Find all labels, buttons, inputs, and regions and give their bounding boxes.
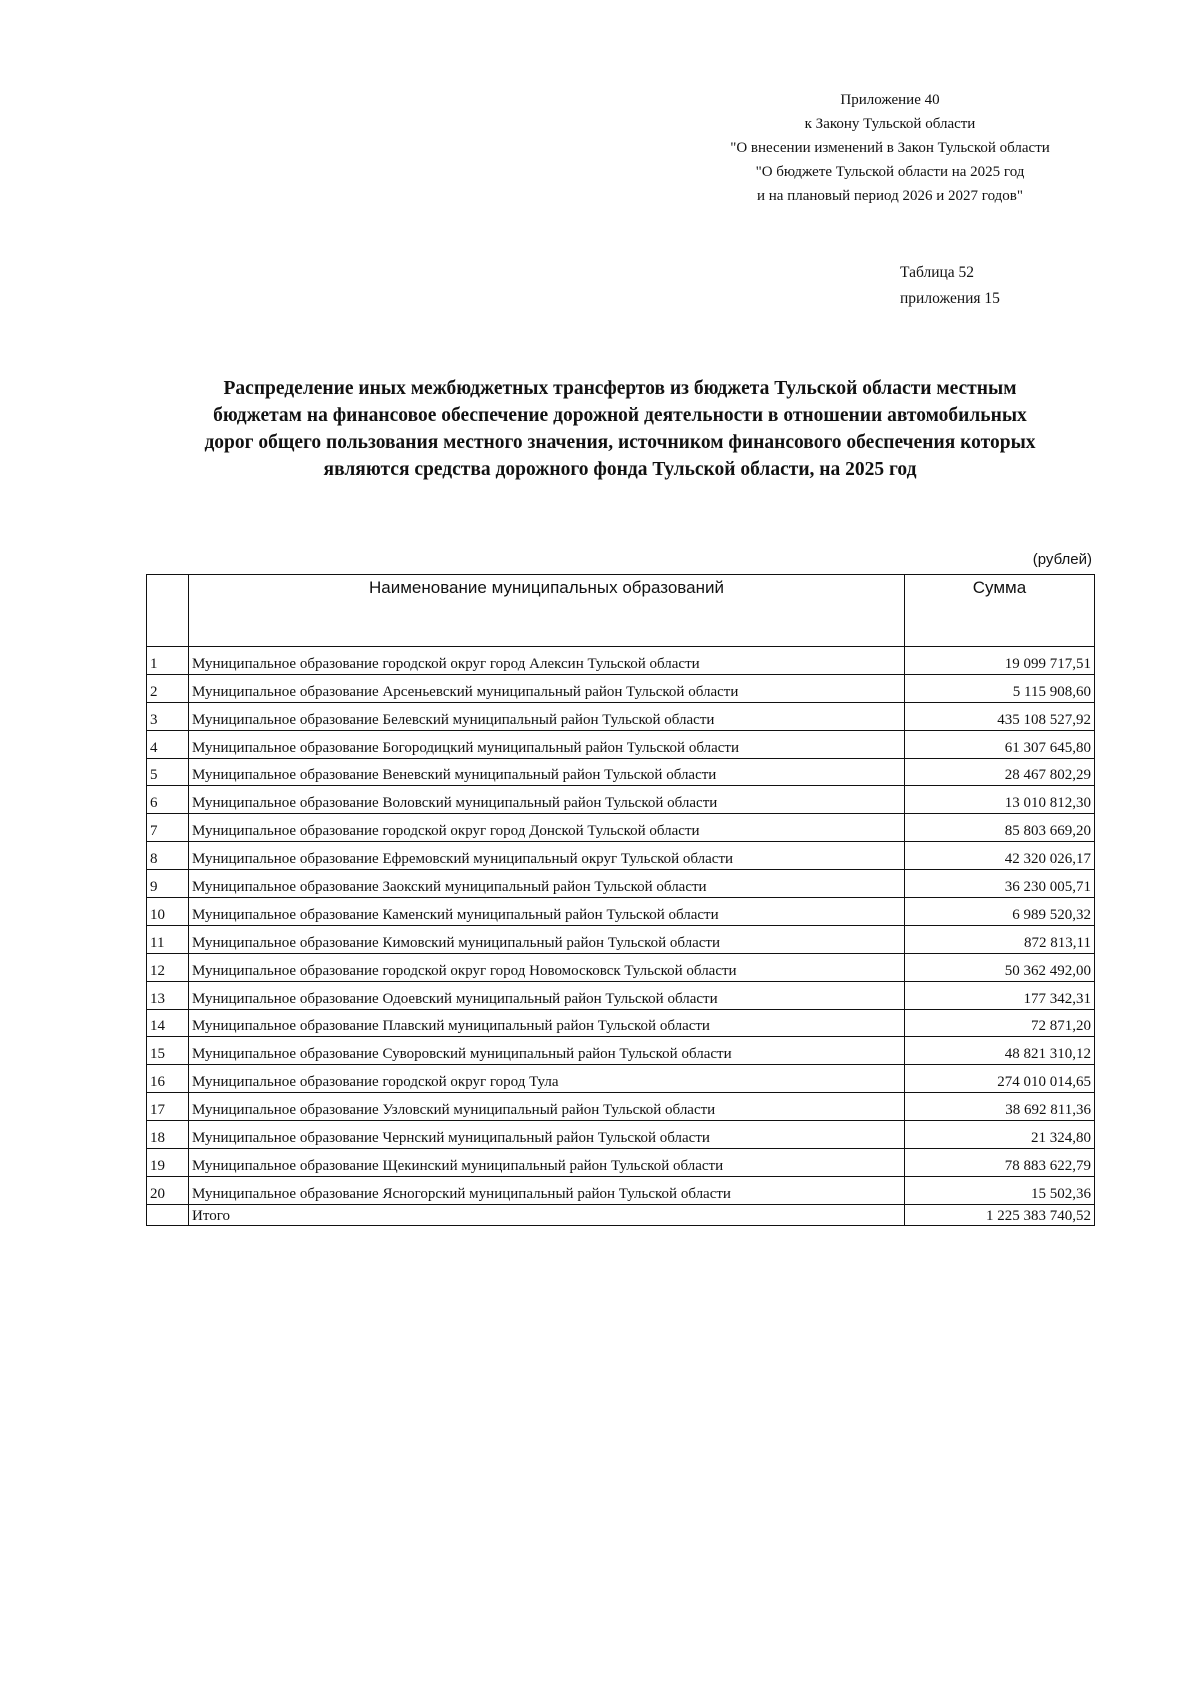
amount-value: 872 813,11: [905, 925, 1095, 953]
total-row: [147, 1204, 1095, 1225]
municipality-name: Муниципальное образование городской округ город Тула: [189, 1065, 905, 1093]
title-line: Распределение иных межбюджетных трансфертов из бюджета Тульской области местным: [223, 378, 1017, 399]
amount-value: 38 692 811,36: [905, 1093, 1095, 1121]
table-row: [147, 981, 1095, 1009]
municipality-name: Муниципальное образование Каменский муниципальный район Тульской области: [189, 898, 905, 926]
amount-value: 48 821 310,12: [905, 1037, 1095, 1065]
appendix-line: "О внесении изменений в Закон Тульской области: [730, 140, 1050, 156]
municipality-name: Муниципальное образование Ефремовский муниципальный округ Тульской области: [189, 842, 905, 870]
row-number: 11: [147, 925, 189, 953]
amount-value: 5 115 908,60: [905, 674, 1095, 702]
appendix-header: [690, 88, 1090, 208]
table-row: [147, 702, 1095, 730]
row-number: 18: [147, 1121, 189, 1149]
table-row: [147, 925, 1095, 953]
municipality-name: Муниципальное образование Арсеньевский муниципальный район Тульской области: [189, 674, 905, 702]
table-row: [147, 786, 1095, 814]
table-appendix: приложения 15: [900, 290, 1000, 307]
row-number: 14: [147, 1009, 189, 1037]
amount-value: 21 324,80: [905, 1121, 1095, 1149]
municipality-name: Муниципальное образование Заокский муниципальный район Тульской области: [189, 870, 905, 898]
table-row: [147, 1093, 1095, 1121]
municipality-name: Муниципальное образование Суворовский муниципальный район Тульской области: [189, 1037, 905, 1065]
table-row: [147, 1037, 1095, 1065]
title-line: бюджетам на финансовое обеспечение дорожной деятельности в отношении автомобильных: [213, 405, 1027, 426]
total-number: [147, 1204, 189, 1225]
row-number: 3: [147, 702, 189, 730]
table-row: [147, 1149, 1095, 1177]
municipality-name: Муниципальное образование Воловский муниципальный район Тульской области: [189, 786, 905, 814]
header-sum: Сумма: [905, 575, 1095, 647]
row-number: 6: [147, 786, 189, 814]
table-body: [147, 647, 1095, 1226]
municipality-name: Муниципальное образование Одоевский муниципальный район Тульской области: [189, 981, 905, 1009]
amount-value: 61 307 645,80: [905, 730, 1095, 758]
header-number: [147, 575, 189, 647]
amount-value: 13 010 812,30: [905, 786, 1095, 814]
amount-value: 15 502,36: [905, 1176, 1095, 1204]
row-number: 8: [147, 842, 189, 870]
amount-value: 28 467 802,29: [905, 758, 1095, 786]
appendix-line: и на плановый период 2026 и 2027 годов": [757, 188, 1023, 204]
amount-value: 50 362 492,00: [905, 953, 1095, 981]
municipality-name: Муниципальное образование Белевский муниципальный район Тульской области: [189, 702, 905, 730]
total-amount: 1 225 383 740,52: [905, 1204, 1095, 1225]
appendix-line: Приложение 40: [840, 92, 940, 108]
amount-value: 78 883 622,79: [905, 1149, 1095, 1177]
municipality-name: Муниципальное образование Веневский муниципальный район Тульской области: [189, 758, 905, 786]
document-title: [140, 375, 1100, 483]
amount-value: 36 230 005,71: [905, 870, 1095, 898]
row-number: 15: [147, 1037, 189, 1065]
municipality-name: Муниципальное образование Чернский муниципальный район Тульской области: [189, 1121, 905, 1149]
units-label: (рублей): [1032, 551, 1092, 568]
allocation-table: [146, 574, 1095, 1226]
amount-value: 72 871,20: [905, 1009, 1095, 1037]
amount-value: 274 010 014,65: [905, 1065, 1095, 1093]
amount-value: 19 099 717,51: [905, 647, 1095, 675]
municipality-name: Муниципальное образование Плавский муниципальный район Тульской области: [189, 1009, 905, 1037]
table-header-row: [147, 575, 1095, 647]
row-number: 10: [147, 898, 189, 926]
row-number: 4: [147, 730, 189, 758]
municipality-name: Муниципальное образование городской округ город Алексин Тульской области: [189, 647, 905, 675]
table-row: [147, 898, 1095, 926]
table-row: [147, 814, 1095, 842]
row-number: 7: [147, 814, 189, 842]
table-row: [147, 842, 1095, 870]
table-row: [147, 758, 1095, 786]
amount-value: 6 989 520,32: [905, 898, 1095, 926]
municipality-name: Муниципальное образование Ясногорский муниципальный район Тульской области: [189, 1176, 905, 1204]
appendix-line: "О бюджете Тульской области на 2025 год: [755, 164, 1025, 180]
row-number: 9: [147, 870, 189, 898]
table-row: [147, 870, 1095, 898]
municipality-name: Муниципальное образование городской округ город Новомосковск Тульской области: [189, 953, 905, 981]
row-number: 2: [147, 674, 189, 702]
appendix-line: к Закону Тульской области: [804, 116, 976, 132]
table-row: [147, 1009, 1095, 1037]
table-row: [147, 674, 1095, 702]
row-number: 5: [147, 758, 189, 786]
total-label: Итого: [189, 1204, 905, 1225]
municipality-name: Муниципальное образование Узловский муниципальный район Тульской области: [189, 1093, 905, 1121]
row-number: 17: [147, 1093, 189, 1121]
table-row: [147, 647, 1095, 675]
row-number: 20: [147, 1176, 189, 1204]
row-number: 19: [147, 1149, 189, 1177]
table-reference: [900, 260, 1060, 312]
row-number: 12: [147, 953, 189, 981]
amount-value: 435 108 527,92: [905, 702, 1095, 730]
table-row: [147, 1176, 1095, 1204]
table-row: [147, 730, 1095, 758]
municipality-name: Муниципальное образование Щекинский муниципальный район Тульской области: [189, 1149, 905, 1177]
table-row: [147, 953, 1095, 981]
amount-value: 85 803 669,20: [905, 814, 1095, 842]
row-number: 13: [147, 981, 189, 1009]
municipality-name: Муниципальное образование Кимовский муниципальный район Тульской области: [189, 925, 905, 953]
municipality-name: Муниципальное образование Богородицкий муниципальный район Тульской области: [189, 730, 905, 758]
table-number: Таблица 52: [900, 264, 975, 281]
amount-value: 42 320 026,17: [905, 842, 1095, 870]
amount-value: 177 342,31: [905, 981, 1095, 1009]
table-row: [147, 1065, 1095, 1093]
row-number: 16: [147, 1065, 189, 1093]
title-line: являются средства дорожного фонда Тульской области, на 2025 год: [323, 459, 917, 480]
row-number: 1: [147, 647, 189, 675]
title-line: дорог общего пользования местного значения, источником финансового обеспечения которых: [204, 432, 1036, 453]
table-row: [147, 1121, 1095, 1149]
header-name: Наименование муниципальных образований: [189, 575, 905, 647]
municipality-name: Муниципальное образование городской округ город Донской Тульской области: [189, 814, 905, 842]
